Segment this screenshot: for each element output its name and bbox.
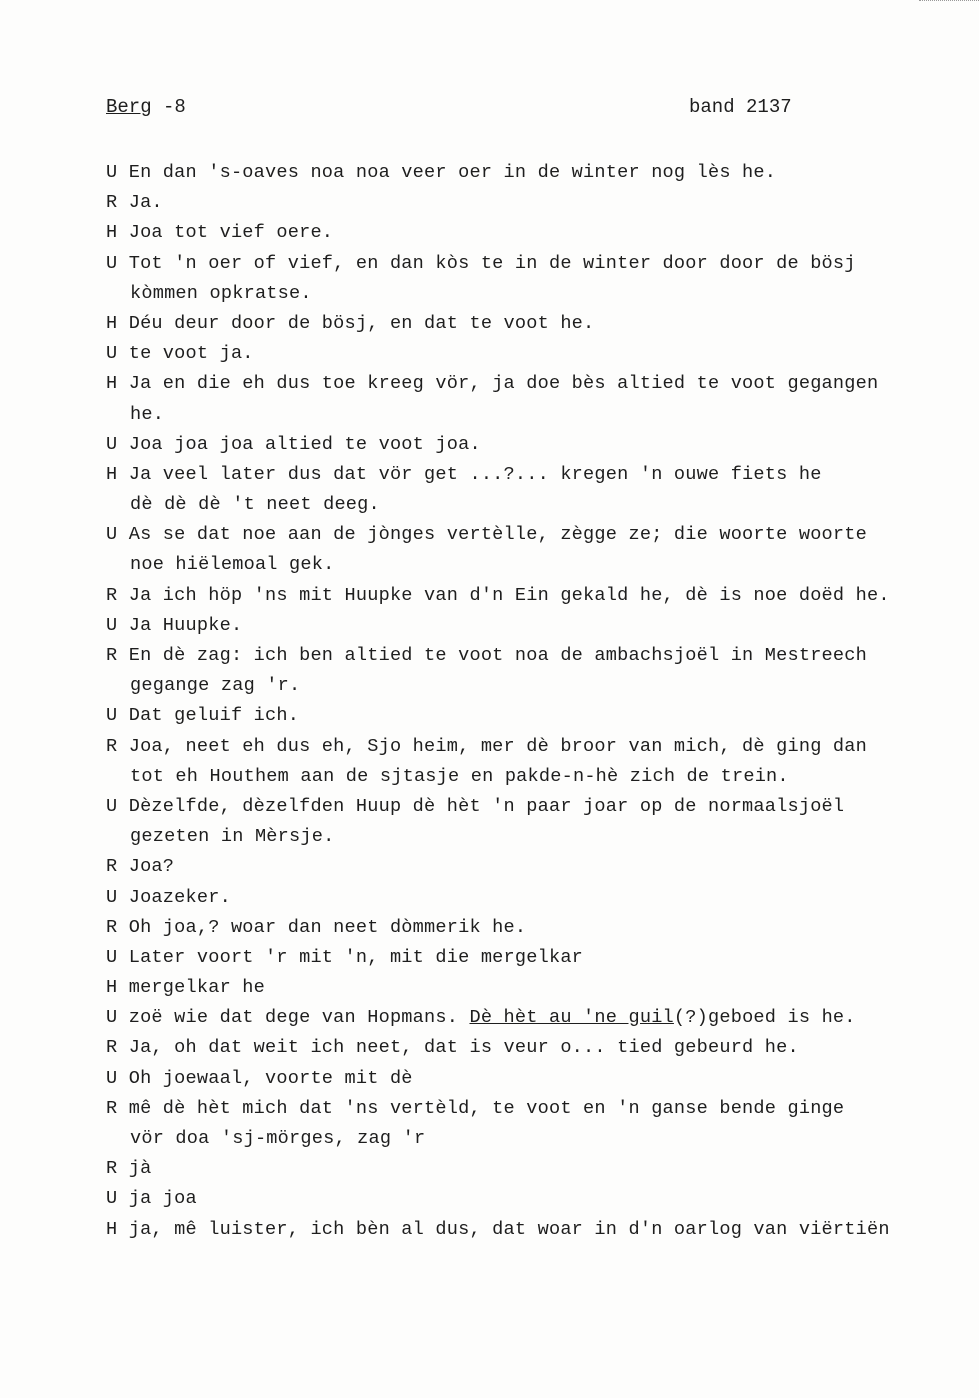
line-text: Ja Huupke. [128,614,243,636]
transcript-line [106,309,971,339]
speaker-label: R [106,916,129,938]
transcript-line [106,671,971,701]
line-text: Joa tot vief oere. [128,222,334,244]
line-text: As se dat noe aan de jònges vertèlle, zègge ze; die woorte woorte [128,524,867,546]
line-text: ja joa [128,1188,197,1210]
transcript-line [106,762,971,792]
line-text: En dè zag: ich ben altied te voot noa de ambachsjoël in Mestreech [128,645,867,666]
speaker-label: U [106,795,129,817]
speaker-label: R [106,856,129,878]
transcript-line [106,973,971,1003]
line-text: Dèzelfde, dèzelfden Huup dè hèt 'n paar joar op de normaalsjoël [128,795,845,817]
transcript-line [106,792,971,822]
speaker-label: R [106,1037,129,1059]
transcript-line [106,188,971,218]
header-title: Berg [106,96,152,118]
speaker-label: R [106,1097,129,1119]
line-text: te voot ja. [128,343,254,365]
transcript-line [106,1064,971,1094]
line-text: Later voort 'r mit 'n, mit die mergelkar [128,946,584,968]
speaker-label: U [106,614,129,636]
line-text: Déu deur door de bösj, en dat te voot he. [128,312,595,334]
transcript-line [106,943,971,973]
transcript-line [106,430,971,460]
transcript-line [106,520,971,550]
speaker-label: U [106,705,129,727]
speaker-label: U [106,1007,129,1029]
speaker-label: R [106,735,129,757]
line-text: noe hiëlemoal gek. [130,554,335,576]
speaker-label: H [106,463,129,485]
transcript-line [106,460,971,490]
transcript-line [106,1094,971,1124]
speaker-label: U [106,162,129,183]
line-text: Ja en die eh dus toe kreeg vör, ja doe bès altied te voot gegangen [128,373,879,395]
transcript-line [106,581,971,611]
transcript-line [106,883,971,913]
transcript-line [106,249,971,279]
speaker-label: H [106,373,129,395]
header-title-group [106,96,186,118]
line-text: En dan 's-oaves noa noa veer oer in de winter nog lès he. [128,162,777,183]
transcript-line [106,1003,971,1033]
transcript-line [106,732,971,762]
line-text: Tot 'n oer of vief, en dan kòs te in de winter door door de bösj [128,252,856,274]
transcript-line [106,611,971,641]
line-text: mergelkar he [128,977,266,999]
speaker-label: R [106,584,129,606]
transcript-line [106,913,971,943]
transcript-line [106,1154,971,1184]
line-text: Oh joa,? woar dan neet dòmmerik he. [128,916,527,938]
speaker-label: H [106,1218,129,1240]
line-text-after: (?)geboed is he. [673,1007,856,1029]
line-text: Ja. [128,192,163,214]
speaker-label: R [106,192,129,214]
transcript-line [106,218,971,248]
transcript-line [106,339,971,369]
header-band: band 2137 [689,96,792,118]
line-text: Dat geluif ich. [128,705,300,727]
line-text: tot eh Houthem aan de sjtasje en pakde-n-hè zich de trein. [130,765,789,787]
line-text: gezeten in Mèrsje. [130,826,335,848]
line-text: Oh joewaal, voorte mit dè [128,1067,413,1089]
line-text: zoë wie dat dege van Hopmans. [128,1007,459,1029]
transcript-line [106,550,971,580]
speaker-label: U [106,433,129,455]
line-text: Ja ich höp 'ns mit Huupke van d'n Ein gekald he, dè is noe doëd he. [128,584,890,606]
speaker-label: R [106,1158,129,1180]
speaker-label: U [106,1067,129,1089]
header-page-number: -8 [151,96,186,118]
line-text: Joa joa joa altied te voot joa. [128,433,481,455]
scan-edge-mark [919,0,979,7]
line-text: Joazeker. [128,886,231,908]
line-text: jà [128,1158,152,1180]
speaker-label: R [106,645,129,666]
transcript-body [106,158,971,1245]
line-text: ja, mê luister, ich bèn al dus, dat woar in d'n oarlog van viërtiën [128,1218,890,1240]
speaker-label: U [106,886,129,908]
line-text: dè dè dè 't neet deeg. [130,494,380,516]
speaker-label: H [106,222,129,244]
line-text: Joa, neet eh dus eh, Sjo heim, mer dè broor van mich, dè ging dan [128,735,867,757]
line-text: he. [130,403,165,425]
transcript-line [106,852,971,882]
page-header [106,96,806,124]
line-text: Ja veel later dus dat vör get ...?... kregen 'n ouwe fiets he [128,463,822,485]
speaker-label: U [106,524,129,546]
transcript-line [106,822,971,852]
speaker-label: H [106,977,129,999]
line-text: Ja, oh dat weit ich neet, dat is veur o... tied gebeurd he. [128,1037,799,1059]
transcript-line [106,1124,971,1154]
transcript-line [106,1184,971,1214]
line-text: Joa? [128,856,175,878]
speaker-label: U [106,1188,129,1210]
line-text: mê dè hèt mich dat 'ns vertèld, te voot en 'n ganse bende ginge [128,1097,845,1119]
transcript-line [106,400,971,430]
speaker-label: H [106,312,129,334]
transcript-line [106,1033,971,1063]
speaker-label: U [106,343,129,365]
line-text: kòmmen opkratse. [130,282,312,304]
transcript-line [106,701,971,731]
transcript-line [106,369,971,399]
line-text: vör doa 'sj-mörges, zag 'r [130,1128,426,1149]
line-text: gegange zag 'r. [130,675,301,697]
transcript-line [106,641,971,671]
transcript-line [106,490,971,520]
transcript-line [106,279,971,309]
speaker-label: U [106,252,129,274]
underlined-text: Dè hèt au 'ne guil [469,1007,674,1029]
speaker-label: U [106,946,129,968]
transcript-line [106,158,971,188]
transcript-line [106,1215,971,1245]
